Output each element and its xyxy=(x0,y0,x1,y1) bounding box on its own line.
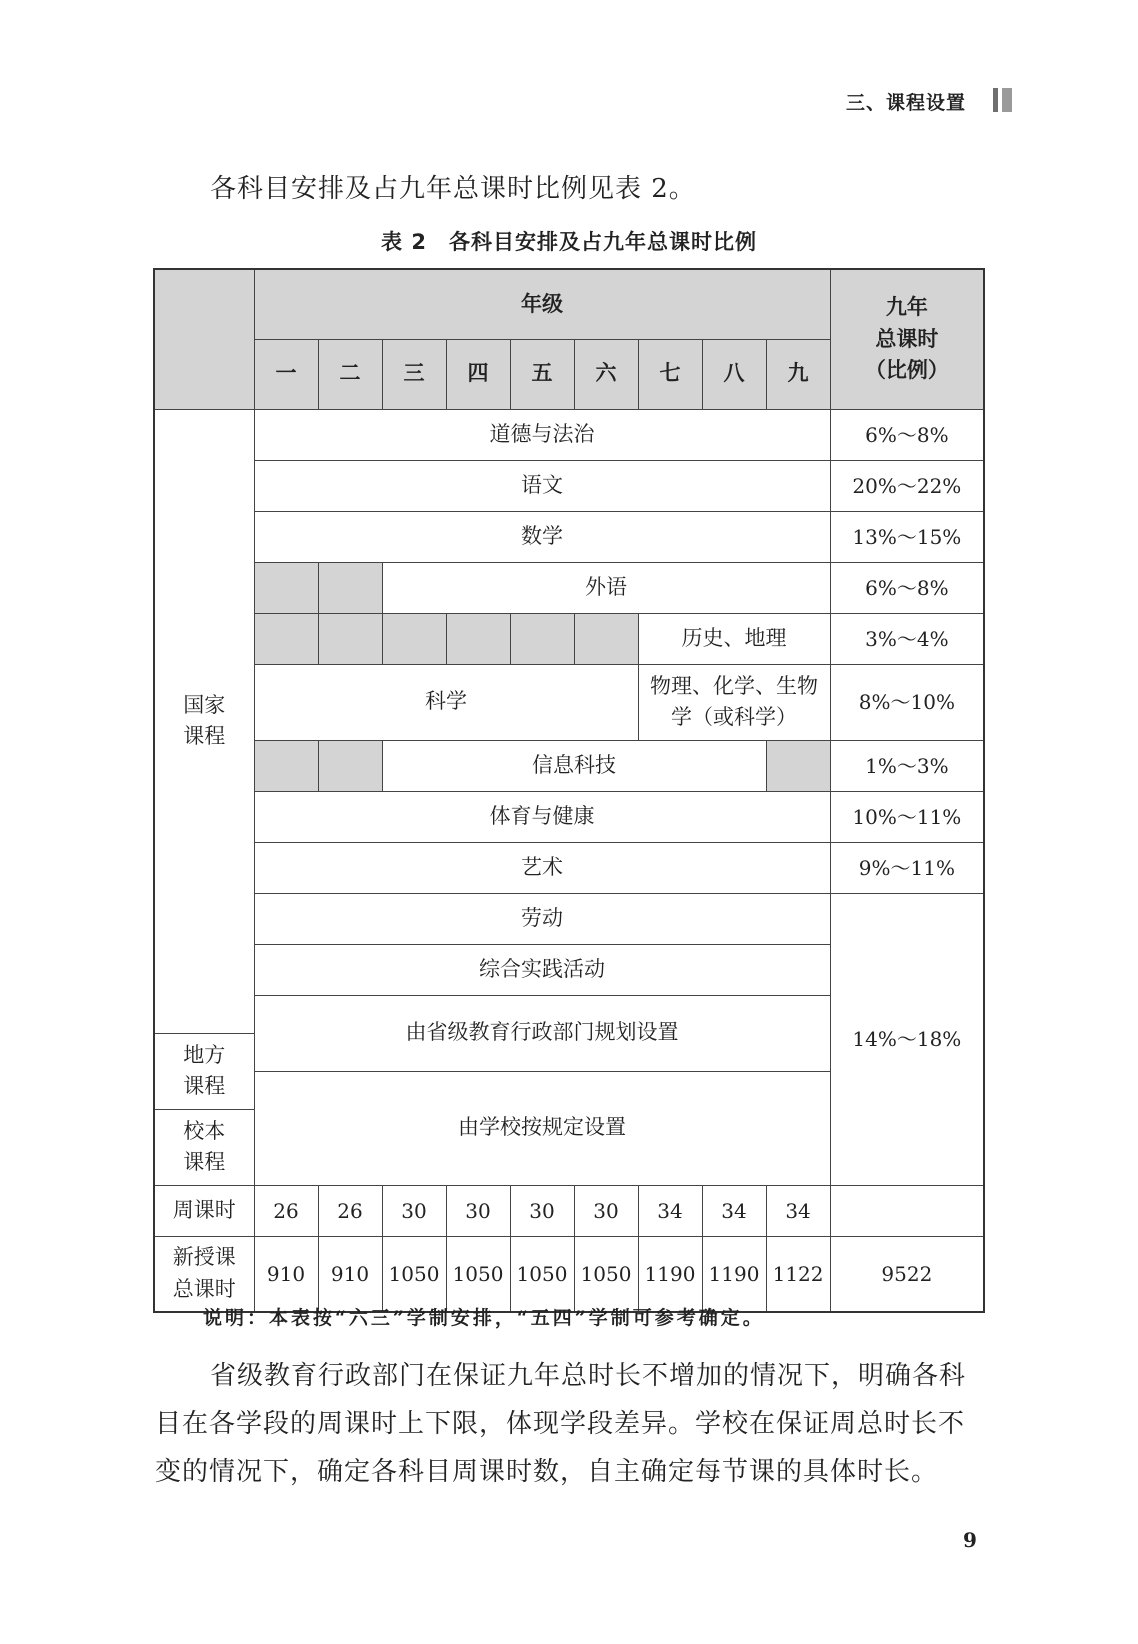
ratio-science: 8%～10% xyxy=(830,664,984,740)
grade-cell: 六 xyxy=(574,339,638,409)
empty-cell xyxy=(766,740,830,791)
page-number: 9 xyxy=(963,1528,977,1552)
total-hours-cell: 1050 xyxy=(446,1236,510,1312)
empty-cell xyxy=(382,613,446,664)
empty-cell xyxy=(318,562,382,613)
weekly-hours-cell: 26 xyxy=(254,1185,318,1236)
grade-cell: 三 xyxy=(382,339,446,409)
grade-header: 年级 xyxy=(254,269,830,339)
ratio-combined: 14%～18% xyxy=(830,893,984,1185)
ratio-art: 9%～11% xyxy=(830,842,984,893)
weekly-hours-cell: 30 xyxy=(574,1185,638,1236)
subject-foreign: 外语 xyxy=(382,562,830,613)
total-hours-cell: 1190 xyxy=(638,1236,702,1312)
intro-text: 各科目安排及占九年总课时比例见表 2。 xyxy=(210,174,696,204)
section-header: 三、课程设置 xyxy=(845,92,966,114)
empty-cell xyxy=(574,613,638,664)
weekly-hours-cell: 34 xyxy=(766,1185,830,1236)
empty-cell xyxy=(254,613,318,664)
grade-cell: 九 xyxy=(766,339,830,409)
ratio-pe: 10%～11% xyxy=(830,791,984,842)
subject-it: 信息科技 xyxy=(382,740,766,791)
national-curriculum-label: 国家 课程 xyxy=(154,409,254,1033)
weekly-hours-label: 周课时 xyxy=(154,1185,254,1236)
ratio-chinese: 20%～22% xyxy=(830,460,984,511)
grade-cell: 五 xyxy=(510,339,574,409)
grade-cell: 七 xyxy=(638,339,702,409)
table-note: 说明：本表按“六三”学制安排，“五四”学制可参考确定。 xyxy=(203,1307,765,1329)
subject-science: 科学 xyxy=(254,664,638,740)
ratio-history: 3%～4% xyxy=(830,613,984,664)
school-curriculum-label: 校本 课程 xyxy=(154,1109,254,1185)
weekly-hours-cell: 34 xyxy=(638,1185,702,1236)
empty-cell xyxy=(446,613,510,664)
subject-math: 数学 xyxy=(254,511,830,562)
empty-cell xyxy=(254,740,318,791)
subject-history: 历史、地理 xyxy=(638,613,830,664)
grade-cell: 二 xyxy=(318,339,382,409)
weekly-hours-cell: 30 xyxy=(446,1185,510,1236)
total-hours-cell: 1050 xyxy=(510,1236,574,1312)
total-hours-cell: 1050 xyxy=(382,1236,446,1312)
total-hours-cell: 1190 xyxy=(702,1236,766,1312)
weekly-hours-cell: 34 xyxy=(702,1185,766,1236)
grade-cell: 八 xyxy=(702,339,766,409)
weekly-hours-cell: 30 xyxy=(510,1185,574,1236)
subject-practice: 综合实践活动 xyxy=(254,944,830,995)
local-curriculum-label: 地方 课程 xyxy=(154,1033,254,1109)
paragraph-line: 变的情况下，确定各科目周课时数，自主确定每节课的具体时长。 xyxy=(155,1457,939,1487)
paragraph-line: 省级教育行政部门在保证九年总时长不增加的情况下，明确各科 xyxy=(210,1361,967,1391)
weekly-hours-cell: 30 xyxy=(382,1185,446,1236)
total-hours-cell: 1122 xyxy=(766,1236,830,1312)
grade-cell: 四 xyxy=(446,339,510,409)
total-hours-cell: 910 xyxy=(254,1236,318,1312)
total-hours-cell: 910 xyxy=(318,1236,382,1312)
grade-cell: 一 xyxy=(254,339,318,409)
header-decoration xyxy=(993,88,1012,112)
subject-pe: 体育与健康 xyxy=(254,791,830,842)
total-hours-label: 新授课 总课时 xyxy=(154,1236,254,1312)
course-table xyxy=(153,268,985,1313)
ratio-math: 13%～15% xyxy=(830,511,984,562)
weekly-hours-cell: 26 xyxy=(318,1185,382,1236)
total-header: 九年 总课时 （比例） xyxy=(830,269,984,409)
subject-moral: 道德与法治 xyxy=(254,409,830,460)
ratio-it: 1%～3% xyxy=(830,740,984,791)
paragraph-line: 目在各学段的周课时上下限，体现学段差异。学校在保证周总时长不 xyxy=(155,1409,966,1439)
body-paragraph xyxy=(155,1352,985,1496)
empty-cell xyxy=(318,740,382,791)
total-hours-cell: 1050 xyxy=(574,1236,638,1312)
empty-cell xyxy=(318,613,382,664)
empty-cell xyxy=(510,613,574,664)
total-hours-sum: 9522 xyxy=(830,1236,984,1312)
weekly-hours-total xyxy=(830,1185,984,1236)
corner-cell xyxy=(154,269,254,409)
ratio-moral: 6%～8% xyxy=(830,409,984,460)
subject-labor: 劳动 xyxy=(254,893,830,944)
ratio-foreign: 6%～8% xyxy=(830,562,984,613)
subject-science-upper: 物理、化学、生物 学（或科学） xyxy=(638,664,830,740)
subject-chinese: 语文 xyxy=(254,460,830,511)
subject-art: 艺术 xyxy=(254,842,830,893)
table-title: 表 2 各科目安排及占九年总课时比例 xyxy=(381,230,757,254)
subject-school: 由学校按规定设置 xyxy=(254,1071,830,1185)
subject-local: 由省级教育行政部门规划设置 xyxy=(254,995,830,1071)
empty-cell xyxy=(254,562,318,613)
